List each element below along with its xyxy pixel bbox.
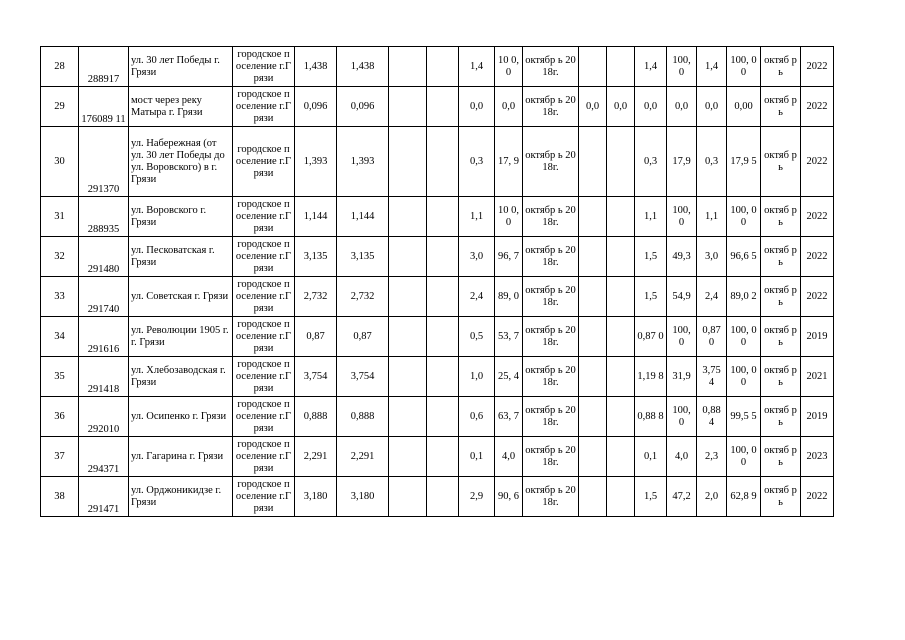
road-code-cell: 288935 — [79, 197, 129, 237]
length-normative-cell: 0,3 — [459, 127, 495, 197]
row-number-cell: 31 — [41, 197, 79, 237]
target-year-cell: 2019 — [801, 397, 834, 437]
target-year-cell: 2022 — [801, 237, 834, 277]
owner-cell: городское поселение г.Грязи — [233, 47, 295, 87]
column-13-cell — [607, 237, 635, 277]
length-total-cell: 0,096 — [295, 87, 337, 127]
owner-cell: городское поселение г.Грязи — [233, 437, 295, 477]
table-row — [41, 317, 834, 357]
planned-percent-cell: 100, 0 — [667, 47, 697, 87]
survey-date-cell: октябр ь 2018г. — [523, 397, 579, 437]
owner-cell: городское поселение г.Грязи — [233, 357, 295, 397]
planned-percent-cell: 100, 0 — [667, 317, 697, 357]
length-normative-cell: 2,9 — [459, 477, 495, 517]
planned-length-cell: 0,88 8 — [635, 397, 667, 437]
length-total-cell: 3,135 — [295, 237, 337, 277]
column-13-cell — [607, 357, 635, 397]
road-name-cell: ул. Воровского г. Грязи — [129, 197, 233, 237]
percent-normative-cell: 17, 9 — [495, 127, 523, 197]
column-13-cell — [607, 317, 635, 357]
planned-length-cell: 0,1 — [635, 437, 667, 477]
survey-date-cell: октябр ь 2018г. — [523, 237, 579, 277]
target-length-cell: 2,4 — [697, 277, 727, 317]
length-municipal-cell: 0,87 — [337, 317, 389, 357]
row-number-cell: 37 — [41, 437, 79, 477]
row-number-cell: 36 — [41, 397, 79, 437]
column-8-cell — [427, 317, 459, 357]
road-code-cell: 291480 — [79, 237, 129, 277]
road-code-cell: 291471 — [79, 477, 129, 517]
planned-length-cell: 1,5 — [635, 237, 667, 277]
target-month-cell: октяб рь — [761, 47, 801, 87]
road-name-cell: ул. Революции 1905 г. г. Грязи — [129, 317, 233, 357]
planned-percent-cell: 31,9 — [667, 357, 697, 397]
owner-cell: городское поселение г.Грязи — [233, 397, 295, 437]
target-month-cell: октяб рь — [761, 477, 801, 517]
target-length-cell: 1,1 — [697, 197, 727, 237]
column-7-cell — [389, 237, 427, 277]
column-12-cell — [579, 47, 607, 87]
column-8-cell — [427, 47, 459, 87]
column-8-cell — [427, 87, 459, 127]
column-8-cell — [427, 197, 459, 237]
column-13-cell — [607, 437, 635, 477]
length-normative-cell: 0,5 — [459, 317, 495, 357]
row-number-cell: 34 — [41, 317, 79, 357]
column-12-cell — [579, 127, 607, 197]
planned-percent-cell: 0,0 — [667, 87, 697, 127]
target-year-cell: 2022 — [801, 277, 834, 317]
target-length-cell: 0,3 — [697, 127, 727, 197]
column-7-cell — [389, 197, 427, 237]
target-year-cell: 2022 — [801, 87, 834, 127]
length-total-cell: 1,144 — [295, 197, 337, 237]
percent-normative-cell: 63, 7 — [495, 397, 523, 437]
column-8-cell — [427, 277, 459, 317]
length-total-cell: 1,438 — [295, 47, 337, 87]
road-name-cell: ул. Советская г. Грязи — [129, 277, 233, 317]
target-percent-cell: 89,0 2 — [727, 277, 761, 317]
table-row — [41, 47, 834, 87]
table-row — [41, 437, 834, 477]
road-name-cell: ул. Хлебозаводская г. Грязи — [129, 357, 233, 397]
roads-table — [40, 46, 834, 517]
target-year-cell: 2022 — [801, 127, 834, 197]
length-total-cell: 1,393 — [295, 127, 337, 197]
column-7-cell — [389, 477, 427, 517]
road-code-cell: 294371 — [79, 437, 129, 477]
percent-normative-cell: 10 0,0 — [495, 47, 523, 87]
road-name-cell: ул. Орджоникидзе г. Грязи — [129, 477, 233, 517]
length-municipal-cell: 1,438 — [337, 47, 389, 87]
target-month-cell: октяб рь — [761, 277, 801, 317]
length-municipal-cell: 2,732 — [337, 277, 389, 317]
target-percent-cell: 100, 00 — [727, 47, 761, 87]
table-row — [41, 237, 834, 277]
planned-length-cell: 1,5 — [635, 277, 667, 317]
table-row — [41, 277, 834, 317]
length-total-cell: 0,87 — [295, 317, 337, 357]
target-percent-cell: 0,00 — [727, 87, 761, 127]
length-total-cell: 2,732 — [295, 277, 337, 317]
target-month-cell: октяб рь — [761, 397, 801, 437]
column-8-cell — [427, 357, 459, 397]
column-12-cell — [579, 437, 607, 477]
length-normative-cell: 2,4 — [459, 277, 495, 317]
column-8-cell — [427, 437, 459, 477]
table-row — [41, 197, 834, 237]
length-municipal-cell: 3,754 — [337, 357, 389, 397]
length-municipal-cell: 3,135 — [337, 237, 389, 277]
target-percent-cell: 96,6 5 — [727, 237, 761, 277]
column-8-cell — [427, 237, 459, 277]
column-13-cell — [607, 277, 635, 317]
percent-normative-cell: 89, 0 — [495, 277, 523, 317]
survey-date-cell: октябр ь 2018г. — [523, 197, 579, 237]
column-8-cell — [427, 397, 459, 437]
column-12-cell — [579, 397, 607, 437]
row-number-cell: 35 — [41, 357, 79, 397]
road-code-cell: 291740 — [79, 277, 129, 317]
length-normative-cell: 0,1 — [459, 437, 495, 477]
column-13-cell — [607, 47, 635, 87]
planned-length-cell: 1,5 — [635, 477, 667, 517]
target-percent-cell: 100, 00 — [727, 197, 761, 237]
column-12-cell — [579, 357, 607, 397]
survey-date-cell: октябр ь 2018г. — [523, 437, 579, 477]
length-total-cell: 3,180 — [295, 477, 337, 517]
planned-percent-cell: 49,3 — [667, 237, 697, 277]
percent-normative-cell: 25, 4 — [495, 357, 523, 397]
planned-percent-cell: 54,9 — [667, 277, 697, 317]
column-13-cell — [607, 477, 635, 517]
survey-date-cell: октябр ь 2018г. — [523, 357, 579, 397]
owner-cell: городское поселение г.Грязи — [233, 317, 295, 357]
length-municipal-cell: 0,096 — [337, 87, 389, 127]
target-percent-cell: 100, 00 — [727, 437, 761, 477]
length-municipal-cell: 1,144 — [337, 197, 389, 237]
owner-cell: городское поселение г.Грязи — [233, 477, 295, 517]
target-length-cell: 0,0 — [697, 87, 727, 127]
road-code-cell: 176089 11 — [79, 87, 129, 127]
target-month-cell: октяб рь — [761, 237, 801, 277]
road-name-cell: ул. Песковатская г. Грязи — [129, 237, 233, 277]
target-length-cell: 1,4 — [697, 47, 727, 87]
table-row — [41, 87, 834, 127]
target-month-cell: октяб рь — [761, 357, 801, 397]
column-7-cell — [389, 397, 427, 437]
planned-percent-cell: 100, 0 — [667, 197, 697, 237]
target-year-cell: 2019 — [801, 317, 834, 357]
length-total-cell: 2,291 — [295, 437, 337, 477]
column-13-cell — [607, 197, 635, 237]
target-month-cell: октяб рь — [761, 197, 801, 237]
survey-date-cell: октябр ь 2018г. — [523, 277, 579, 317]
column-13-cell: 0,0 — [607, 87, 635, 127]
target-percent-cell: 100, 00 — [727, 317, 761, 357]
target-year-cell: 2022 — [801, 477, 834, 517]
planned-percent-cell: 4,0 — [667, 437, 697, 477]
target-length-cell: 3,0 — [697, 237, 727, 277]
planned-length-cell: 0,0 — [635, 87, 667, 127]
owner-cell: городское поселение г.Грязи — [233, 277, 295, 317]
column-8-cell — [427, 127, 459, 197]
target-length-cell: 3,75 4 — [697, 357, 727, 397]
length-municipal-cell: 1,393 — [337, 127, 389, 197]
percent-normative-cell: 0,0 — [495, 87, 523, 127]
target-length-cell: 2,0 — [697, 477, 727, 517]
percent-normative-cell: 96, 7 — [495, 237, 523, 277]
target-year-cell: 2021 — [801, 357, 834, 397]
target-percent-cell: 99,5 5 — [727, 397, 761, 437]
column-12-cell — [579, 317, 607, 357]
planned-length-cell: 0,3 — [635, 127, 667, 197]
column-12-cell — [579, 197, 607, 237]
length-municipal-cell: 0,888 — [337, 397, 389, 437]
planned-length-cell: 1,1 — [635, 197, 667, 237]
column-12-cell — [579, 277, 607, 317]
column-7-cell — [389, 47, 427, 87]
target-length-cell: 2,3 — [697, 437, 727, 477]
column-13-cell — [607, 397, 635, 437]
length-normative-cell: 3,0 — [459, 237, 495, 277]
table-row — [41, 357, 834, 397]
column-8-cell — [427, 477, 459, 517]
planned-length-cell: 0,87 0 — [635, 317, 667, 357]
target-length-cell: 0,88 4 — [697, 397, 727, 437]
survey-date-cell: октябр ь 2018г. — [523, 477, 579, 517]
row-number-cell: 38 — [41, 477, 79, 517]
target-percent-cell: 17,9 5 — [727, 127, 761, 197]
target-year-cell: 2023 — [801, 437, 834, 477]
column-7-cell — [389, 317, 427, 357]
length-municipal-cell: 2,291 — [337, 437, 389, 477]
length-total-cell: 3,754 — [295, 357, 337, 397]
road-name-cell: ул. Осипенко г. Грязи — [129, 397, 233, 437]
road-code-cell: 291370 — [79, 127, 129, 197]
survey-date-cell: октябр ь 2018г. — [523, 47, 579, 87]
target-year-cell: 2022 — [801, 47, 834, 87]
table-row — [41, 397, 834, 437]
length-total-cell: 0,888 — [295, 397, 337, 437]
column-12-cell — [579, 477, 607, 517]
length-normative-cell: 1,0 — [459, 357, 495, 397]
percent-normative-cell: 4,0 — [495, 437, 523, 477]
target-percent-cell: 62,8 9 — [727, 477, 761, 517]
road-code-cell: 291616 — [79, 317, 129, 357]
percent-normative-cell: 53, 7 — [495, 317, 523, 357]
column-12-cell — [579, 237, 607, 277]
target-month-cell: октяб рь — [761, 437, 801, 477]
road-name-cell: мост через реку Матыра г. Грязи — [129, 87, 233, 127]
column-7-cell — [389, 127, 427, 197]
survey-date-cell: октябр ь 2018г. — [523, 127, 579, 197]
planned-percent-cell: 17,9 — [667, 127, 697, 197]
planned-percent-cell: 100, 0 — [667, 397, 697, 437]
owner-cell: городское поселение г.Грязи — [233, 237, 295, 277]
planned-percent-cell: 47,2 — [667, 477, 697, 517]
road-name-cell: ул. Набережная (от ул. 30 лет Победы до ул. Воровского) в г. Грязи — [129, 127, 233, 197]
road-code-cell: 291418 — [79, 357, 129, 397]
column-7-cell — [389, 357, 427, 397]
row-number-cell: 28 — [41, 47, 79, 87]
owner-cell: городское поселение г.Грязи — [233, 197, 295, 237]
length-normative-cell: 0,6 — [459, 397, 495, 437]
target-length-cell: 0,87 0 — [697, 317, 727, 357]
column-7-cell — [389, 437, 427, 477]
row-number-cell: 32 — [41, 237, 79, 277]
road-code-cell: 292010 — [79, 397, 129, 437]
target-year-cell: 2022 — [801, 197, 834, 237]
survey-date-cell: октябр ь 2018г. — [523, 87, 579, 127]
target-month-cell: октяб рь — [761, 317, 801, 357]
column-13-cell — [607, 127, 635, 197]
length-normative-cell: 1,4 — [459, 47, 495, 87]
planned-length-cell: 1,19 8 — [635, 357, 667, 397]
length-normative-cell: 0,0 — [459, 87, 495, 127]
length-municipal-cell: 3,180 — [337, 477, 389, 517]
target-percent-cell: 100, 00 — [727, 357, 761, 397]
planned-length-cell: 1,4 — [635, 47, 667, 87]
survey-date-cell: октябр ь 2018г. — [523, 317, 579, 357]
row-number-cell: 33 — [41, 277, 79, 317]
row-number-cell: 30 — [41, 127, 79, 197]
column-12-cell: 0,0 — [579, 87, 607, 127]
percent-normative-cell: 10 0,0 — [495, 197, 523, 237]
road-name-cell: ул. 30 лет Победы г. Грязи — [129, 47, 233, 87]
road-name-cell: ул. Гагарина г. Грязи — [129, 437, 233, 477]
road-code-cell: 288917 — [79, 47, 129, 87]
target-month-cell: октяб рь — [761, 87, 801, 127]
table-row — [41, 477, 834, 517]
column-7-cell — [389, 277, 427, 317]
row-number-cell: 29 — [41, 87, 79, 127]
length-normative-cell: 1,1 — [459, 197, 495, 237]
owner-cell: городское поселение г.Грязи — [233, 127, 295, 197]
percent-normative-cell: 90, 6 — [495, 477, 523, 517]
target-month-cell: октяб рь — [761, 127, 801, 197]
column-7-cell — [389, 87, 427, 127]
table-row — [41, 127, 834, 197]
owner-cell: городское поселение г.Грязи — [233, 87, 295, 127]
